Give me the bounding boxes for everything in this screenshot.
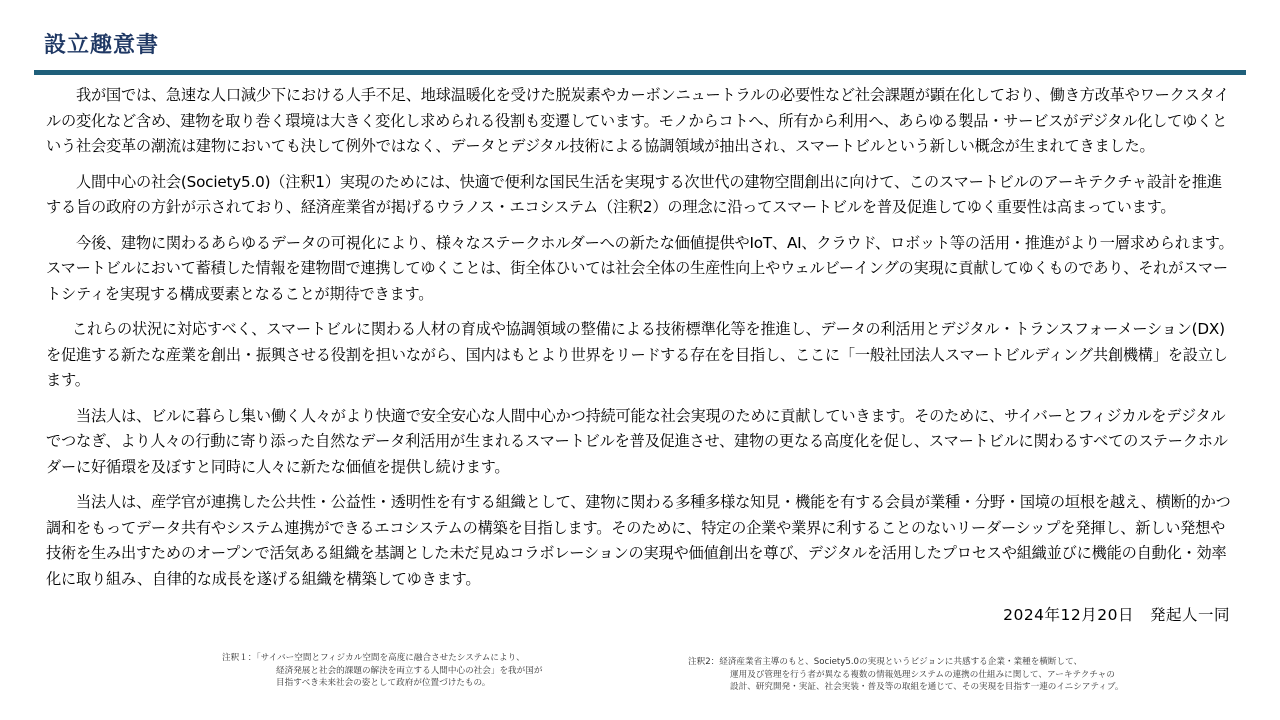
footnote-1 [222, 652, 642, 690]
signature-date-line: 2024年12月20日 発起人一同 [1003, 606, 1230, 624]
footnote-1-line-3: 目指すべき未来社会の姿として政府が位置づけたもの。 [276, 678, 491, 688]
paragraph-background: 我が国では、急速な人口減少下における人手不足、地球温暖化を受けた脱炭素やカーボンニュートラルの必要性など社会課題が顕在化しており、働き方改革やワークスタイルの変化など含め、建物を取り巻く環境は大きく変化し求められる役割も変遷しています。モノからコトへ、所有から利用へ、あらゆる製品・サービスがデジタル化してゆくという社会変革の潮流は建物においても決して例外ではなく、データとデジタル技術による協調領域が抽出され、スマートビルという新しい概念が生まれてきました。 [46, 86, 1230, 155]
footnote-1-line-2: 経済発展と社会的課題の解決を両立する人間中心の社会」を我が国が [276, 665, 543, 676]
paragraph-organization: 当法人は、産学官が連携した公共性・公益性・透明性を有する組織として、建物に関わる多種多様な知見・機能を有する会員が業種・分野・国境の垣根を越え、横断的かつ調和をもってデータ共有やシステム連携ができるエコシステムの構築を目指します。そのために、特定の企業や業界に利することのないリーダーシップを発揮し、新しい発想や技術を生み出すためのオープンで活気ある組織を基調とした未だ見ぬコラボレーションの実現や価値創出を尊び、デジタルを活用したプロセスや組織並びに機能の自動化・効率化に取り組み、自律的な成長を遂げる組織を構築してゆきます。 [46, 493, 1231, 588]
footnote-2-line-2: 運用及び管理を行う者が異なる複数の情報処理システムの連携の仕組みに関して、アーキテクチャの [730, 669, 1115, 680]
prospectus-body [46, 83, 1236, 602]
paragraph-establishment: これらの状況に対応すべく、スマートビルに関わる人材の育成や協調領域の整備による技術標準化等を推進し、データの利活用とデジタル・トランスフォーメーション(DX)を促進する新たな産業を創出・振興させる役割を担いながら、国内はもとより世界をリードする存在を目指し、ここに「一般社団法人スマートビルディング共創機構」を設立します。 [46, 320, 1228, 389]
footnote-2-line-1: 注釈2：経済産業省主導のもと、Society5.0の実現というビジョンに共感する企業・業種を横断して、 [688, 657, 1083, 667]
footnote-2-line-3: 設計、研究開発・実証、社会実装・普及等の取組を通じて、その実現を目指す一連のイニシアティブ。 [730, 682, 1124, 692]
paragraph-mission: 当法人は、ビルに暮らし集い働く人々がより快適で安全安心な人間中心かつ持続可能な社会実現のために貢献していきます。そのために、サイバーとフィジカルをデジタルでつなぎ、より人々の行動に寄り添った自然なデータ利活用が生まれるスマートビルを普及促進させ、建物の更なる高度化を促し、スマートビルに関わるすべてのステークホルダーに好循環を及ぼすと同時に人々に新たな価値を提供し続けます。 [46, 406, 1228, 476]
footnote-2 [688, 656, 1228, 694]
paragraph-data-visualization: 今後、建物に関わるあらゆるデータの可視化により、様々なステークホルダーへの新たな価値提供やIoT、AI、クラウド、ロボット等の活用・推進がより一層求められます。スマートビルにおいて蓄積した情報を建物間で連携してゆくことは、街全体ひいては社会全体の生産性向上やウェルビーイングの実現に貢献してゆくものであり、それがスマートシティを実現する構成要素となることが期待できます。 [46, 233, 1234, 303]
page-title: 設立趣意書 [44, 33, 160, 58]
footnote-1-line-1: 注釈１：「サイバー空間とフィジカル空間を高度に融合させたシステムにより、 [222, 653, 525, 663]
title-divider [34, 70, 1246, 75]
paragraph-society5: 人間中心の社会(Society5.0)（注釈1）実現のためには、快適で便利な国民生活を実現する次世代の建物空間創出に向けて、このスマートビルのアーキテクチャ設計を推進する旨の政府の方針が示されており、経済産業省が掲げるウラノス・エコシステム（注釈2）の理念に沿ってスマートビルを普及促進してゆく重要性は高まっています。 [46, 172, 1222, 216]
